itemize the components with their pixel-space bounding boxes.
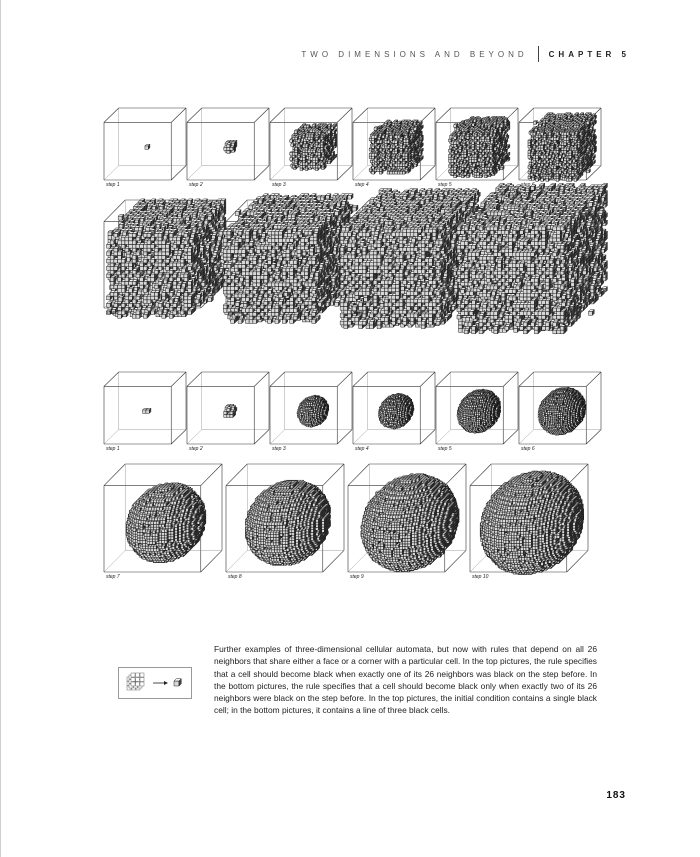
figure-caption: Further examples of three-dimensional cellular automata, but now with rules that depend on all 26 neighbors that share either a face or a corner with a particular cell. In the top pictures, the rule specifies that a cell should become black when exactly one of its 26 neighbors was black on the step before. In the bottom pictures, the rule specifies that a cell should become black only when exactly two of its 26 neighbors were black on the step before. In the top pictures, the initial condition contains a single black cell; in the bottom pictures, it contains a line of three black cells. [214, 643, 597, 717]
step-panel [353, 372, 435, 452]
step-panel [187, 372, 269, 452]
step-label: step 8 [228, 574, 242, 580]
step-label: step 10 [472, 574, 489, 580]
single-cell-icon [174, 679, 181, 686]
step-panel [223, 194, 353, 324]
step-label: step 6 [521, 182, 535, 188]
step-label: step 1 [106, 182, 120, 188]
step-label: step 1 [106, 446, 120, 452]
step-label: step 5 [438, 182, 452, 188]
step-label: step 10 [472, 310, 489, 316]
right-arrow-icon [153, 681, 168, 685]
step-panel [104, 108, 186, 188]
step-label: step 8 [228, 310, 242, 316]
step-label: step 2 [189, 446, 203, 452]
step-panel [353, 108, 435, 188]
step-label: step 3 [272, 446, 286, 452]
step-panel [187, 108, 269, 188]
neighborhood-cube-icon [127, 673, 144, 690]
step-label: step 6 [521, 446, 535, 452]
step-label: step 9 [350, 574, 364, 580]
chapter-label: CHAPTER 5 [549, 50, 630, 59]
section-title: TWO DIMENSIONS AND BEYOND [301, 50, 527, 59]
step-label: step 9 [350, 310, 364, 316]
step-label: step 7 [106, 574, 120, 580]
step-panel [519, 108, 601, 188]
step-panel [519, 372, 601, 452]
step-panel [270, 372, 352, 452]
step-label: step 5 [438, 446, 452, 452]
step-label: step 7 [106, 310, 120, 316]
step-panel [104, 199, 226, 318]
step-panel [436, 108, 518, 188]
step-label: step 4 [355, 446, 369, 452]
step-panel [348, 464, 466, 580]
legend-icons [119, 668, 191, 698]
step-label: step 2 [189, 182, 203, 188]
step-panel [270, 108, 352, 188]
step-panel [104, 464, 222, 580]
step-label: step 4 [355, 182, 369, 188]
step-panel [104, 372, 186, 452]
step-panel [457, 183, 607, 333]
step-label: step 3 [272, 182, 286, 188]
rule-legend [118, 667, 192, 699]
step-panel [470, 464, 588, 580]
page-number: 183 [606, 790, 626, 801]
step-panel [226, 464, 344, 580]
step-panel [436, 372, 518, 452]
